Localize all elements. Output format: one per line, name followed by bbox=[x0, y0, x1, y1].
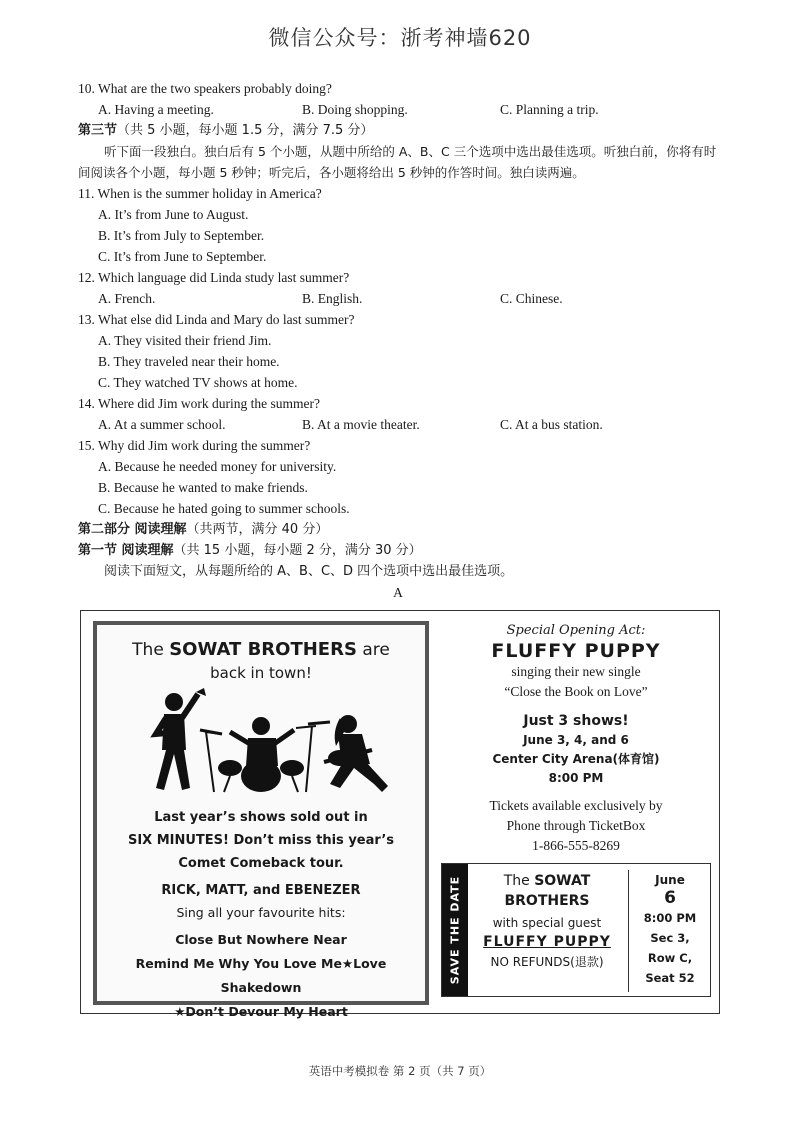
option-a: A. French. bbox=[98, 291, 156, 306]
section-1-instructions: 阅读下面短文，从每题所给的 A、B、C、D 四个选项中选出最佳选项。 bbox=[104, 564, 514, 579]
question-14: 14. Where did Jim work during the summer? bbox=[78, 396, 320, 411]
page-header: 微信公众号：浙考神墙620 bbox=[268, 26, 532, 50]
question-10-options bbox=[78, 99, 718, 120]
question-15: 15. Why did Jim work during the summer? bbox=[78, 438, 311, 453]
tickets-line-2: Phone through TicketBox bbox=[506, 818, 646, 833]
passage-letter: A bbox=[393, 585, 403, 600]
ticket-guest-line: with special guest bbox=[492, 916, 602, 930]
show-time: 8:00 PM bbox=[548, 771, 604, 785]
question-11: 11. When is the summer holiday in America? bbox=[78, 186, 322, 201]
poster-line-1: Last year’s shows sold out in bbox=[154, 810, 368, 825]
option-b: B. At a movie theater. bbox=[302, 417, 420, 432]
single-line-1: singing their new single bbox=[511, 664, 641, 679]
save-the-date-strip bbox=[442, 864, 468, 996]
tickets-line-1: Tickets available exclusively by bbox=[489, 798, 663, 813]
question-13-option-b: B. They traveled near their home. bbox=[98, 354, 280, 369]
questions-area bbox=[78, 78, 718, 603]
poster-line-3: Comet Comeback tour. bbox=[178, 856, 344, 871]
section-3-title: 第三节 bbox=[78, 123, 118, 138]
song-2: Remind Me Why You Love Me★Love Shakedown bbox=[135, 956, 387, 995]
ticket-guest-name: FLUFFY PUPPY bbox=[483, 934, 611, 950]
poster-title bbox=[97, 639, 425, 660]
ticket-month: June bbox=[655, 873, 685, 887]
shows-count: Just 3 shows! bbox=[523, 713, 629, 729]
venue: Center City Arena(体育馆) bbox=[492, 752, 660, 766]
band-members: RICK, MATT, and EBENEZER bbox=[161, 883, 361, 898]
option-c: C. Chinese. bbox=[500, 291, 563, 306]
question-11-option-a: A. It’s from June to August. bbox=[98, 207, 249, 222]
ticket-day: 6 bbox=[664, 888, 676, 908]
section-1-title: 第一节 阅读理解 bbox=[78, 543, 174, 558]
section-1-heading bbox=[78, 540, 718, 561]
concert-advertisement bbox=[80, 610, 720, 1019]
question-13-option-c: C. They watched TV shows at home. bbox=[98, 375, 298, 390]
poster-subtitle: back in town! bbox=[210, 664, 312, 682]
question-12-options bbox=[78, 288, 718, 309]
song-3: ★Don’t Devour My Heart bbox=[174, 1004, 348, 1019]
single-line-2: “Close the Book on Love” bbox=[504, 684, 648, 699]
question-12: 12. Which language did Linda study last summer? bbox=[78, 270, 350, 285]
part-2-heading bbox=[78, 519, 718, 540]
option-a: A. Having a meeting. bbox=[98, 102, 214, 117]
sing-hits-line: Sing all your favourite hits: bbox=[176, 905, 346, 920]
special-opening-label: Special Opening Act: bbox=[506, 623, 646, 638]
opening-act-name: FLUFFY PUPPY bbox=[491, 640, 661, 662]
phone-number: 1-866-555-8269 bbox=[532, 838, 620, 853]
ticket-divider bbox=[628, 870, 629, 992]
ticket-refund: NO REFUNDS(退款) bbox=[490, 955, 604, 969]
poster-title-pre: The bbox=[132, 640, 170, 660]
band-silhouette-icon bbox=[126, 688, 396, 796]
option-c: C. At a bus station. bbox=[500, 417, 603, 432]
section-1-note: （共 15 小题，每小题 2 分，满分 30 分） bbox=[173, 543, 422, 558]
question-15-option-b: B. Because he wanted to make friends. bbox=[98, 480, 308, 495]
question-13-option-a: A. They visited their friend Jim. bbox=[98, 333, 272, 348]
ticket-main bbox=[472, 872, 622, 973]
ticket-seat: Seat 52 bbox=[645, 971, 695, 985]
ticket-row: Row C, bbox=[647, 951, 693, 965]
question-10: 10. What are the two speakers probably doing? bbox=[78, 81, 332, 96]
show-info bbox=[441, 621, 711, 856]
save-the-date-label: SAVE THE DATE bbox=[448, 875, 462, 985]
ticket-band-line-1 bbox=[472, 872, 622, 891]
question-14-options bbox=[78, 414, 718, 435]
question-11-option-c: C. It’s from June to September. bbox=[98, 249, 267, 264]
part-2-note: （共两节，满分 40 分） bbox=[186, 522, 329, 537]
ticket-band-pre: The bbox=[503, 873, 535, 889]
ticket-stub bbox=[441, 863, 711, 997]
song-1: Close But Nowhere Near bbox=[175, 932, 347, 947]
poster-title-post: are bbox=[356, 640, 390, 660]
option-b: B. Doing shopping. bbox=[302, 102, 408, 117]
question-13: 13. What else did Linda and Mary do last summer? bbox=[78, 312, 355, 327]
section-3-note: （共 5 小题，每小题 1.5 分，满分 7.5 分） bbox=[117, 123, 374, 138]
section-3-heading bbox=[78, 120, 718, 141]
page-footer: 英语中考模拟卷 第 2 页（共 7 页） bbox=[308, 1064, 492, 1078]
band-poster bbox=[93, 621, 429, 1019]
band-name: SOWAT BROTHERS bbox=[169, 639, 357, 660]
part-2-title: 第二部分 阅读理解 bbox=[78, 522, 187, 537]
ticket-time: 8:00 PM bbox=[643, 911, 697, 925]
option-b: B. English. bbox=[302, 291, 363, 306]
option-a: A. At a summer school. bbox=[98, 417, 226, 432]
question-15-option-a: A. Because he needed money for university. bbox=[98, 459, 337, 474]
question-11-option-b: B. It’s from July to September. bbox=[98, 228, 265, 243]
ticket-band-line-2: BROTHERS bbox=[504, 893, 590, 909]
ticket-details bbox=[632, 872, 708, 988]
option-c: C. Planning a trip. bbox=[500, 102, 599, 117]
question-15-option-c: C. Because he hated going to summer schools. bbox=[98, 501, 350, 516]
poster-line-2: SIX MINUTES! Don’t miss this year’s bbox=[127, 833, 395, 848]
ticket-section: Sec 3, bbox=[650, 931, 690, 945]
section-3-instructions: 听下面一段独白。独白后有 5 个小题，从题中所给的 A、B、C 三个选项中选出最佳选项。听独白前，你将有时间阅读各个小题，每小题 5 秒钟；听完后，各小题将给出 5 秒钟的作答时间。独白读两遍。 bbox=[78, 144, 717, 180]
show-dates: June 3, 4, and 6 bbox=[523, 733, 629, 747]
ticket-band-1: SOWAT bbox=[534, 873, 591, 889]
